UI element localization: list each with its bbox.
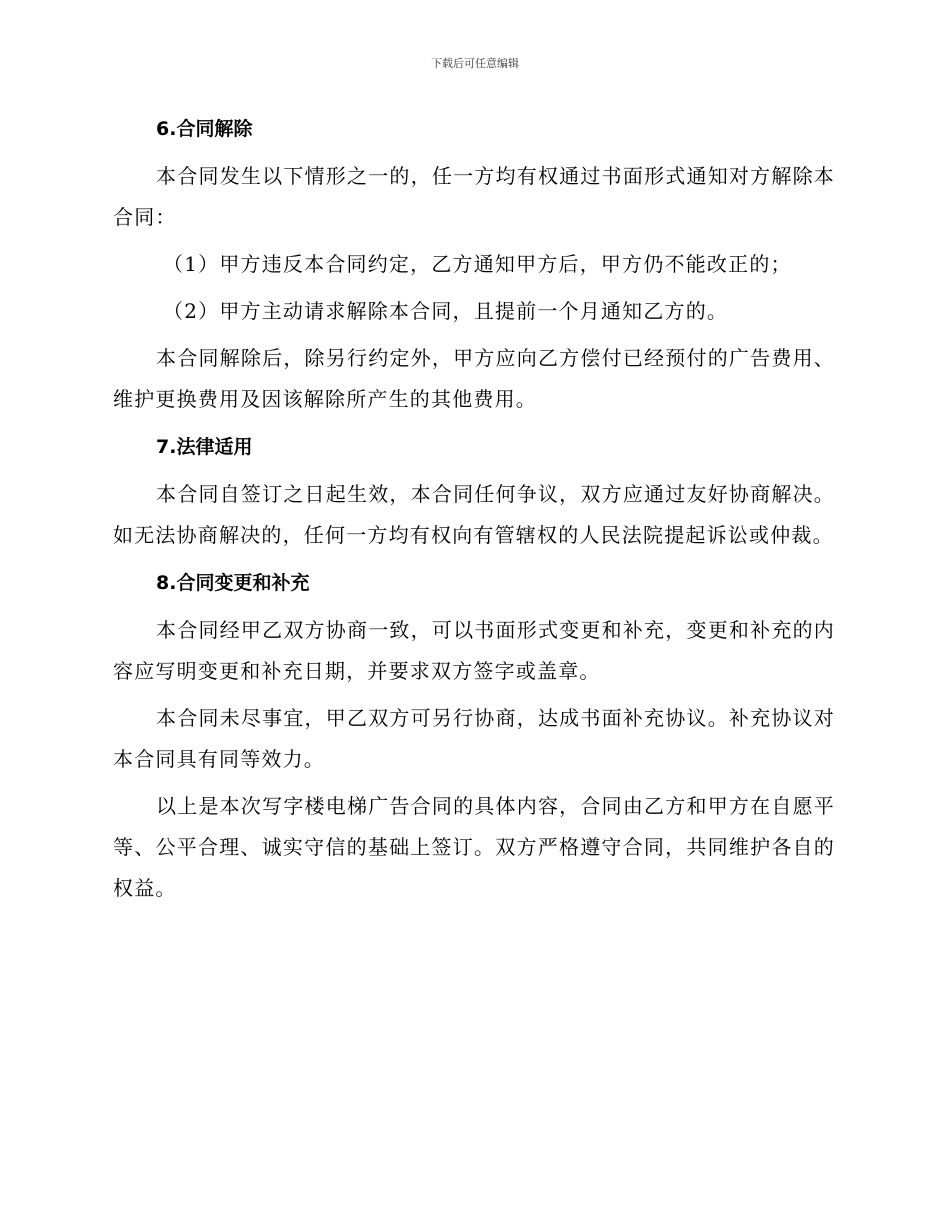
governing-law-paragraph: 本合同自签订之日起生效，本合同任何争议，双方应通过友好协商解决。如无法协商解决的，任何一方均有权向有管辖权的人民法院提起诉讼或仲裁。: [113, 482, 835, 547]
supplement-paragraph: 本合同未尽事宜，甲乙双方可另行协商，达成书面补充协议。补充协议对本合同具有同等效力。: [113, 706, 835, 771]
termination-item-2: （2）甲方主动请求解除本合同，且提前一个月通知乙方的。: [163, 299, 729, 323]
section-heading-governing-law: 7.法律适用: [156, 436, 253, 458]
closing-paragraph: 以上是本次写字楼电梯广告合同的具体内容，合同由乙方和甲方在自愿平等、公平合理、诚实守信的基础上签订。双方严格遵守合同，共同维护各自的权益。: [113, 794, 835, 900]
termination-after-paragraph: 本合同解除后，除另行约定外，甲方应向乙方偿付已经预付的广告费用、维护更换费用及因该解除所产生的其他费用。: [113, 346, 835, 411]
document-body: [113, 108, 835, 915]
section-heading-amendment: 8.合同变更和补充: [156, 572, 310, 594]
section-heading-termination: 6.合同解除: [156, 118, 253, 140]
termination-item-1: （1）甲方违反本合同约定，乙方通知甲方后，甲方仍不能改正的；: [163, 252, 792, 276]
termination-intro-paragraph: 本合同发生以下情形之一的，任一方均有权通过书面形式通知对方解除本合同：: [113, 164, 835, 229]
amendment-paragraph: 本合同经甲乙双方协商一致，可以书面形式变更和补充，变更和补充的内容应写明变更和补充日期，并要求双方签字或盖章。: [113, 618, 835, 683]
page-header-note: 下载后可任意编辑: [431, 57, 519, 70]
